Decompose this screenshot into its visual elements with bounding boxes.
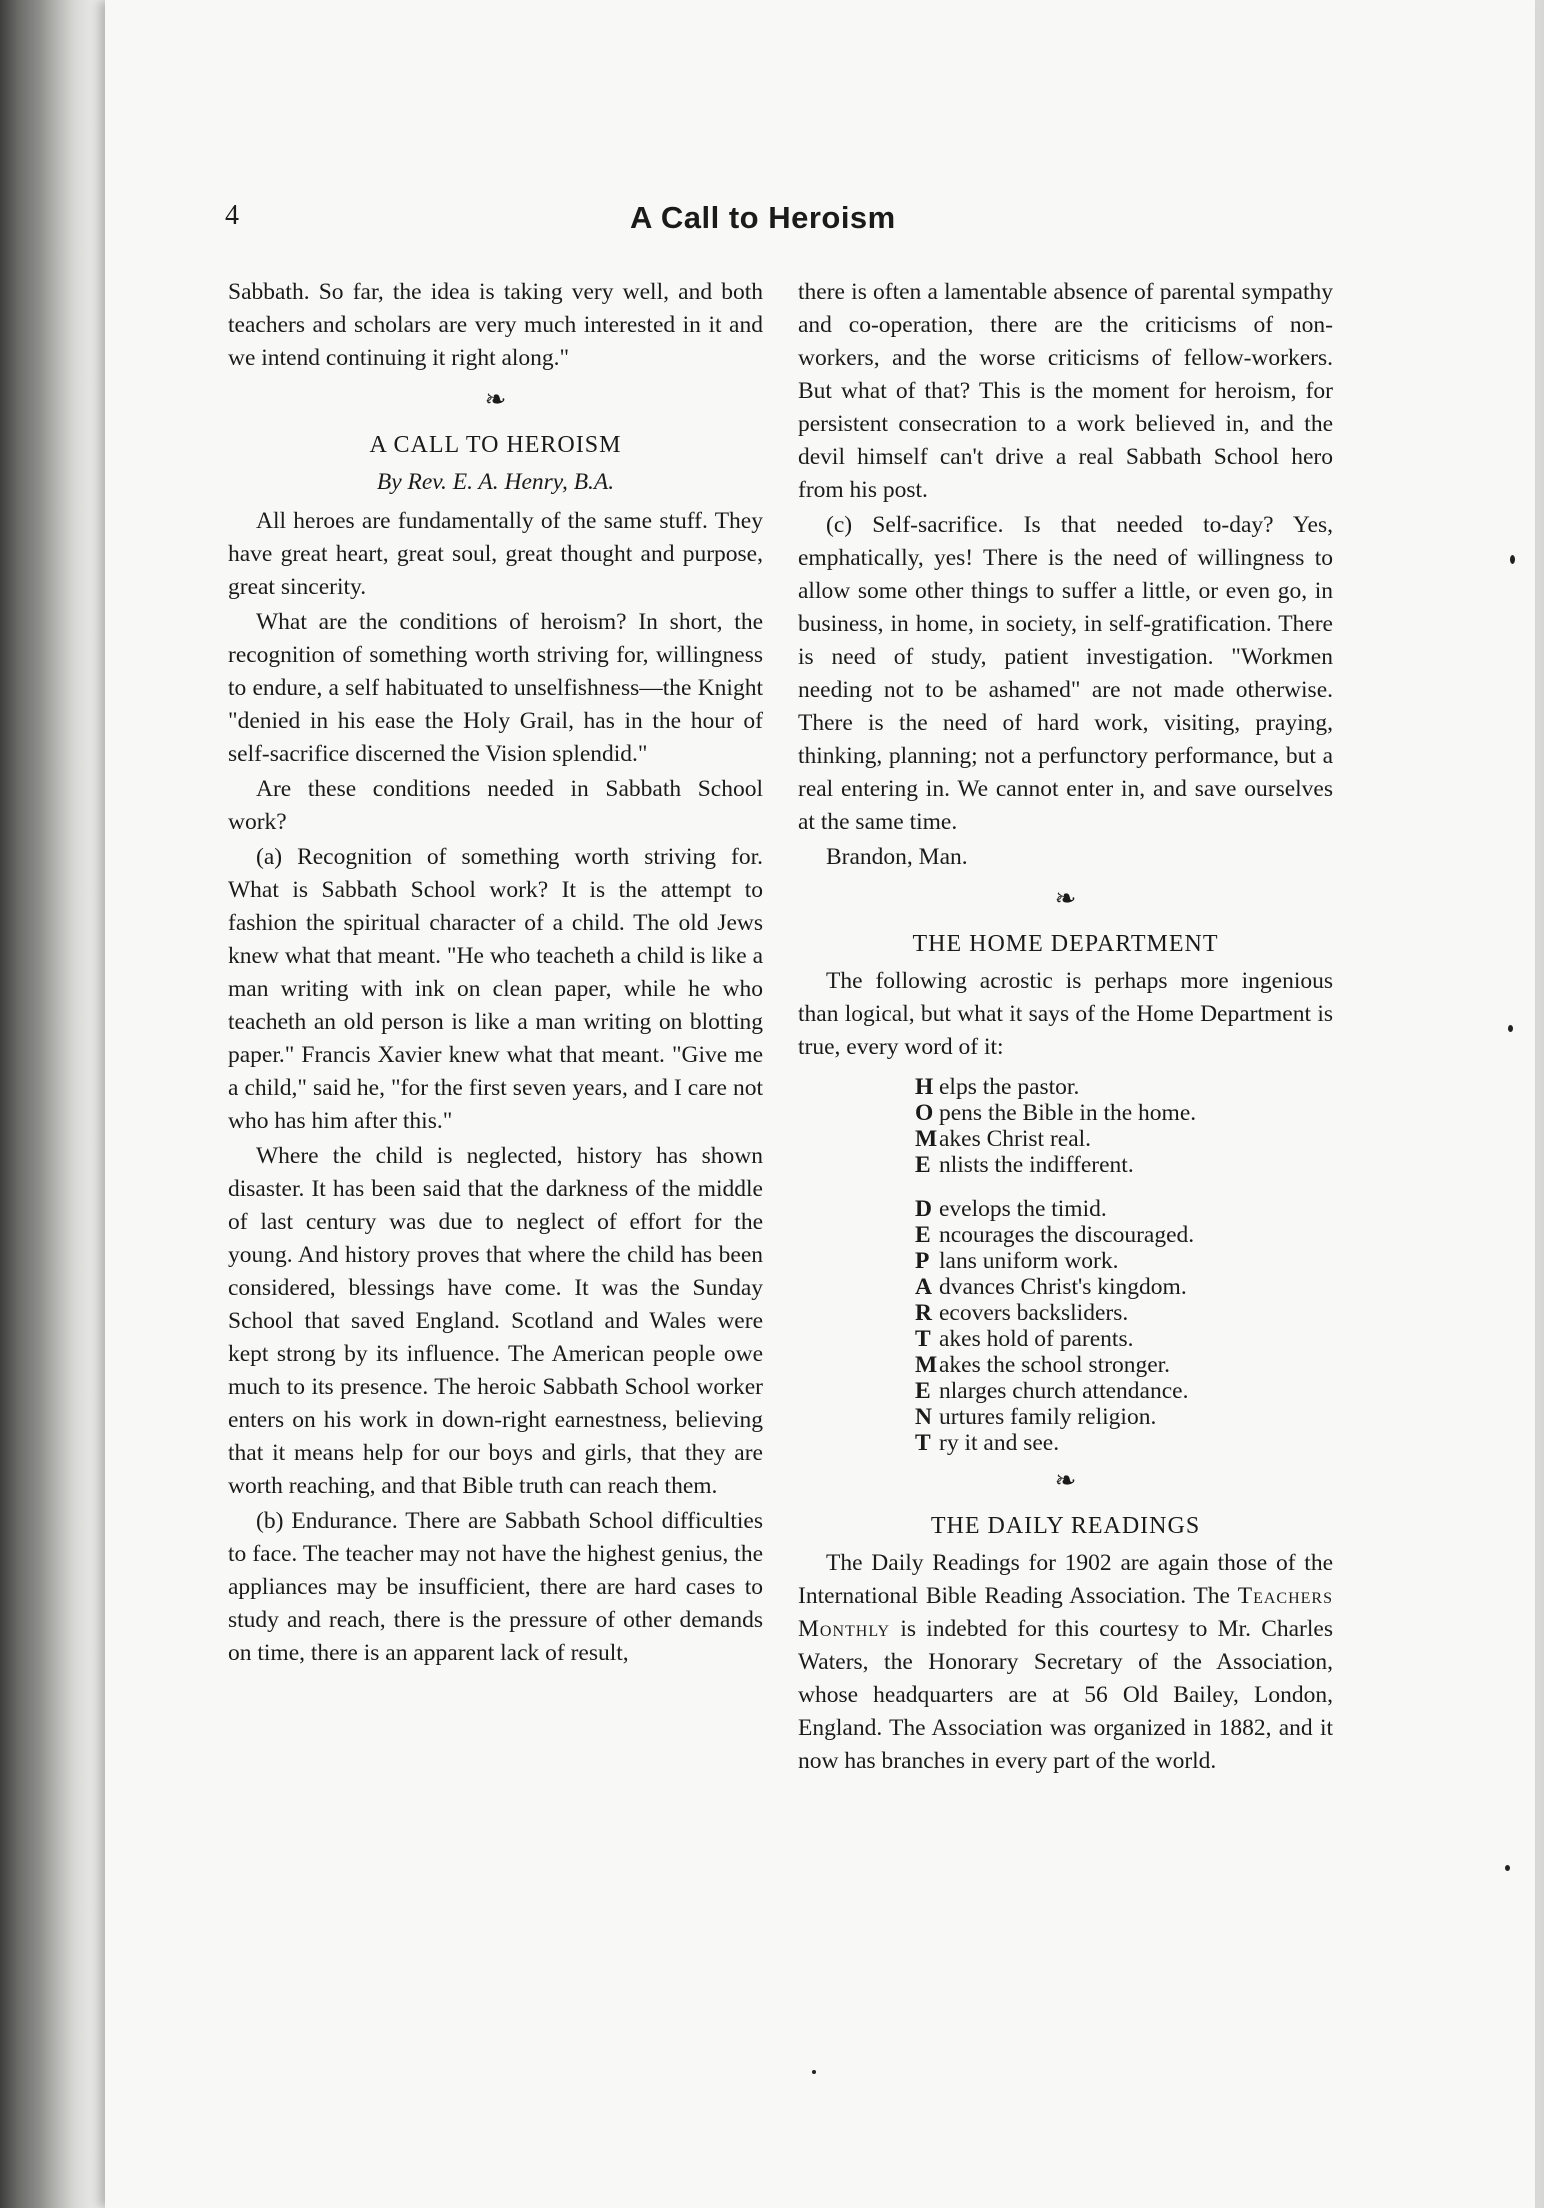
teachers-monthly-title: Teachers Monthly bbox=[798, 1583, 1334, 1642]
acrostic-text: urtures family religion. bbox=[939, 1404, 1157, 1430]
acrostic-line bbox=[915, 1326, 1333, 1352]
acrostic-text: akes hold of parents. bbox=[939, 1326, 1134, 1352]
acrostic-text: dvances Christ's kingdom. bbox=[939, 1274, 1187, 1300]
acrostic-text: ry it and see. bbox=[939, 1430, 1060, 1456]
left-column bbox=[228, 276, 763, 1672]
acrostic-text: lans uniform work. bbox=[939, 1248, 1119, 1274]
acrostic-text: akes the school stronger. bbox=[939, 1352, 1171, 1378]
acrostic-letter: O bbox=[915, 1100, 934, 1126]
home-department-title: THE HOME DEPARTMENT bbox=[912, 931, 1219, 957]
acrostic-letter: E bbox=[915, 1378, 931, 1404]
acrostic-letter: P bbox=[915, 1248, 930, 1274]
acrostic-text: ecovers backsliders. bbox=[939, 1300, 1129, 1326]
acrostic-text: ncourages the discouraged. bbox=[939, 1222, 1195, 1248]
acrostic-line bbox=[915, 1248, 1333, 1274]
acrostic-letter: T bbox=[915, 1430, 931, 1456]
acrostic-text: evelops the timid. bbox=[939, 1196, 1107, 1222]
margin-speck bbox=[1510, 555, 1515, 564]
acrostic-line bbox=[915, 1100, 1333, 1126]
ornament-mark: ❧ bbox=[484, 385, 507, 414]
right-column bbox=[798, 276, 1333, 1780]
acrostic-line bbox=[915, 1404, 1333, 1430]
ornament-mark: ❧ bbox=[1054, 884, 1077, 913]
body-paragraph: Where the child is neglected, history has shown disaster. It has been said that the darkness of the middle of last century was due to neglect of effort for the young. And history proves that where the child has been considered, blessings have come. It was the Sunday School that saved England. Scotland and Wales were kept strong by its influence. The American people owe much to its presence. The heroic Sabbath School worker enters on his work in down-right earnestness, believing that it means help for our boys and girls, that they are worth reaching, and that Bible truth can reach them. bbox=[228, 1143, 763, 1499]
acrostic-letter: T bbox=[915, 1326, 931, 1352]
acrostic-letter: E bbox=[915, 1222, 931, 1248]
acrostic-line bbox=[915, 1074, 1333, 1100]
body-paragraph: (b) Endurance. There are Sabbath School difficulties to face. The teacher may not have the highest genius, the appliances may be insufficient, there are hard cases to study and reach, there is the pressure of other demands on time, there is an apparent lack of result, bbox=[228, 1508, 763, 1666]
margin-speck bbox=[812, 2070, 816, 2074]
margin-speck bbox=[1505, 1865, 1510, 1871]
acrostic-line bbox=[915, 1352, 1333, 1378]
margin-speck bbox=[1508, 1025, 1513, 1032]
acrostic-text: elps the pastor. bbox=[939, 1074, 1080, 1100]
acrostic-letter: M bbox=[915, 1126, 938, 1152]
acrostic-line bbox=[915, 1126, 1333, 1152]
acrostic-letter: A bbox=[915, 1274, 932, 1300]
acrostic-line bbox=[915, 1222, 1333, 1248]
acrostic-text: nlarges church attendance. bbox=[939, 1378, 1189, 1404]
body-paragraph: (c) Self-sacrifice. Is that needed to-day? Yes, emphatically, yes! There is the need of willingness to allow some other things to suffer a little, or even go, in business, in home, in society, in self-gratification. There is need of study, patient investigation. "Workmen needing not to be ashamed" are not made otherwise. There is the need of hard work, visiting, praying, thinking, planning; not a perfunctory performance, but a real entering in. We cannot enter in, and save ourselves at the same time. bbox=[798, 512, 1333, 835]
page-number: 4 bbox=[225, 200, 239, 231]
ornament-mark: ❧ bbox=[1054, 1466, 1077, 1495]
acrostic-line bbox=[915, 1430, 1333, 1456]
home-intro-paragraph: The following acrostic is perhaps more ingenious than logical, but what it says of the Home Department is true, every word of it: bbox=[798, 968, 1333, 1060]
acrostic bbox=[915, 1074, 1333, 1456]
acrostic-text: nlists the indifferent. bbox=[939, 1152, 1134, 1178]
acrostic-line bbox=[915, 1378, 1333, 1404]
daily-text-end: is indebted for this courtesy to Mr. Charles Waters, the Honorary Secretary of the Association, whose headquarters are at 56 Old Bailey, London, England. The Association was organized in 1882, and it now has branches in every part of the world. bbox=[798, 1616, 1333, 1774]
acrostic-letter: E bbox=[915, 1152, 931, 1178]
body-paragraph: What are the conditions of heroism? In short, the recognition of something worth striving for, willingness to endure, a self habituated to unselfishness—the Knight "denied in his ease the Holy Grail, has in the hour of self-sacrifice discerned the Vision splendid." bbox=[228, 609, 763, 767]
acrostic-text: akes Christ real. bbox=[939, 1126, 1092, 1152]
acrostic-line bbox=[915, 1152, 1333, 1178]
acrostic-line bbox=[915, 1300, 1333, 1326]
body-paragraph: there is often a lamentable absence of parental sympathy and co-operation, there are the criticisms of non-workers, and the worse criticisms of fellow-workers. But what of that? This is the moment for heroism, for persistent consecration to a work believed in, and the devil himself can't drive a real Sabbath School hero from his post. bbox=[798, 279, 1333, 503]
daily-text-start: The Daily Readings for 1902 are again those of the International Bible Reading Association. The bbox=[798, 1550, 1333, 1609]
acrostic-letter: D bbox=[915, 1196, 932, 1222]
acrostic-gap bbox=[915, 1178, 1333, 1196]
body-paragraph: (a) Recognition of something worth striving for. What is Sabbath School work? It is the attempt to fashion the spiritual character of a child. The old Jews knew what that meant. "He who teacheth a child is like a man writing with ink on clean paper, while he who teacheth an old person is like a man writing on blotting paper." Francis Xavier knew what that meant. "Give me a child," said he, "for the first seven years, and I care not who has him after this." bbox=[228, 844, 763, 1134]
acrostic-line bbox=[915, 1196, 1333, 1222]
continuation-paragraph: Sabbath. So far, the idea is taking very well, and both teachers and scholars are very much interested in it and we intend continuing it right along." bbox=[228, 279, 763, 371]
body-paragraph: All heroes are fundamentally of the same stuff. They have great heart, great soul, great thought and purpose, great sincerity. bbox=[228, 508, 763, 600]
acrostic-letter: N bbox=[915, 1404, 932, 1430]
article-byline: By Rev. E. A. Henry, B.A. bbox=[376, 469, 615, 495]
acrostic-letter: R bbox=[915, 1300, 932, 1326]
daily-readings-paragraph bbox=[798, 1547, 1333, 1778]
article-title: A CALL TO HEROISM bbox=[369, 432, 622, 458]
body-paragraph: Are these conditions needed in Sabbath School work? bbox=[228, 776, 763, 835]
place-signature: Brandon, Man. bbox=[826, 844, 968, 870]
acrostic-text: pens the Bible in the home. bbox=[939, 1100, 1197, 1126]
acrostic-letter: H bbox=[915, 1074, 934, 1100]
daily-readings-title: THE DAILY READINGS bbox=[930, 1513, 1201, 1539]
acrostic-letter: M bbox=[915, 1352, 938, 1378]
acrostic-line bbox=[915, 1274, 1333, 1300]
running-head: A Call to Heroism bbox=[630, 200, 896, 235]
